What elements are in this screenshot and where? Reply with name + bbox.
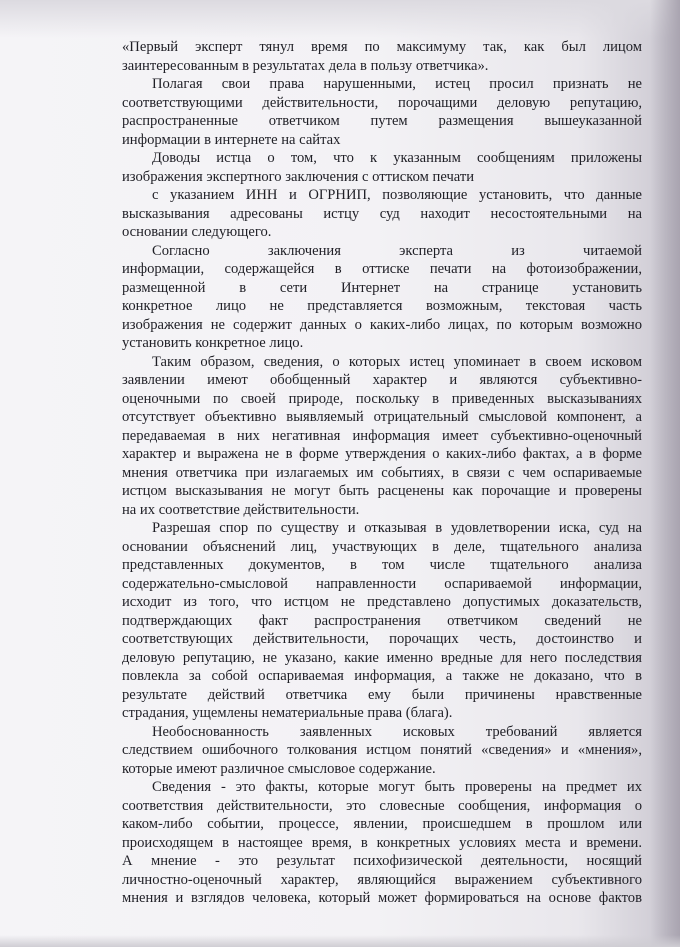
- document-body: [122, 38, 642, 908]
- scan-right-shadow: [650, 0, 680, 947]
- text-line: происходящем в настоящее время, в конкретных условиях места и времени.: [122, 834, 642, 851]
- text-line: содержательно-смысловой направленности оспариваемой информации,: [122, 575, 642, 592]
- text-line: «Первый эксперт тянул время по максимуму так, как был лицом: [122, 39, 642, 55]
- text-line: размещенной в сети Интернет на странице установить: [122, 279, 642, 296]
- text-line: на их соответствие действительности.: [122, 501, 360, 518]
- text-line: информации в интернете на сайтах: [122, 131, 341, 148]
- text-line: распространенные ответчиком путем размещения вышеуказанной: [122, 113, 642, 129]
- text-line: конкретное лицо не представляется возможным, текстовая часть: [122, 298, 642, 314]
- text-line: следствием ошибочного толкования истцом понятий «сведения» и «мнения»,: [122, 742, 642, 758]
- text-line: изображения экспертного заключения с оттиском печати: [122, 168, 475, 185]
- text-line: которые имеют различное смысловое содержание.: [122, 760, 436, 777]
- text-line: заявлении имеют обобщенный характер и являются субъективно-: [122, 372, 642, 388]
- text-line: Полагая свои права нарушенными, истец просил признать не: [152, 76, 642, 92]
- text-line: соответствия действительности, это словесные сообщения, информация о: [122, 797, 642, 814]
- scan-top-shadow: [0, 0, 680, 38]
- text-line: основании объяснений лиц, участвующих в деле, тщательного анализа: [122, 538, 642, 555]
- text-line: личностно-оценочный характер, являющийся выражением субъективного: [122, 871, 642, 888]
- text-line: основании следующего.: [122, 224, 272, 240]
- text-line: оценочными по своей природе, поскольку в приведенных высказываниях: [122, 390, 642, 407]
- text-line: информации, содержащейся в оттиске печати на фотоизображении,: [122, 261, 642, 277]
- text-line: подтверждающих факт распространения ответчиком сведений не: [122, 612, 642, 629]
- text-line: истцом высказывания не могут быть расценены как порочащие и проверены: [122, 483, 642, 499]
- text-line: отсутствует объективно выявляемый отрицательный смысловой компонент, а: [122, 409, 642, 425]
- text-line: соответствующими действительности, порочащими деловую репутацию,: [122, 94, 642, 111]
- text-line: Согласно заключения эксперта из читаемой: [152, 242, 642, 259]
- text-line: Доводы истца о том, что к указанным сообщениям приложены: [152, 150, 642, 166]
- text-line: высказывания адресованы истцу суд находит несостоятельными на: [122, 205, 642, 222]
- text-line: заинтересованным в результатах дела в пользу ответчика».: [122, 57, 489, 74]
- text-line: деловую репутацию, не указано, какие именно вредные для него последствия: [122, 649, 642, 666]
- text-line: А мнение - это результат психофизической деятельности, носящий: [122, 853, 642, 869]
- text-line: Необоснованность заявленных исковых требований является: [152, 723, 642, 740]
- text-line: характер и выражена не в форме утверждения о каких-либо фактах, а в форме: [122, 446, 642, 462]
- text-line: Таким образом, сведения, о которых истец упоминает в своем исковом: [152, 353, 642, 370]
- text-line: Сведения - это факты, которые могут быть проверены на предмет их: [152, 779, 642, 795]
- text-line: передаваемая в них негативная информация имеет субъективно-оценочный: [122, 427, 642, 444]
- text-line: страдания, ущемлены нематериальные права (блага).: [122, 705, 453, 721]
- text-line: исходит из того, что истцом не представлено допустимых доказательств,: [122, 594, 642, 610]
- text-line: установить конкретное лицо.: [122, 335, 304, 351]
- text-line: представленных документов, в том числе тщательного анализа: [122, 557, 642, 573]
- text-line: изображения не содержит данных о каких-либо лицах, по которым возможно: [122, 316, 642, 333]
- text-line: с указанием ИНН и ОГРНИП, позволяющие установить, что данные: [152, 187, 642, 203]
- text-line: каком-либо событии, процессе, явлении, происшедшем в прошлом или: [122, 816, 642, 832]
- text-line: повлекла за собой оспариваемая информация, а также не доказано, что в: [122, 668, 642, 684]
- text-line: мнения ответчика при излагаемых им событиях, в связи с чем оспариваемые: [122, 464, 642, 481]
- scan-bottom-edge: [0, 935, 680, 947]
- text-line: мнения и взглядов человека, который может формироваться на основе фактов: [122, 890, 642, 906]
- text-line: соответствующих действительности, порочащих честь, достоинство и: [122, 631, 642, 647]
- text-line: результате действий ответчика ему были причинены нравственные: [122, 686, 642, 703]
- text-line: Разрешая спор по существу и отказывая в удовлетворении иска, суд на: [152, 520, 642, 536]
